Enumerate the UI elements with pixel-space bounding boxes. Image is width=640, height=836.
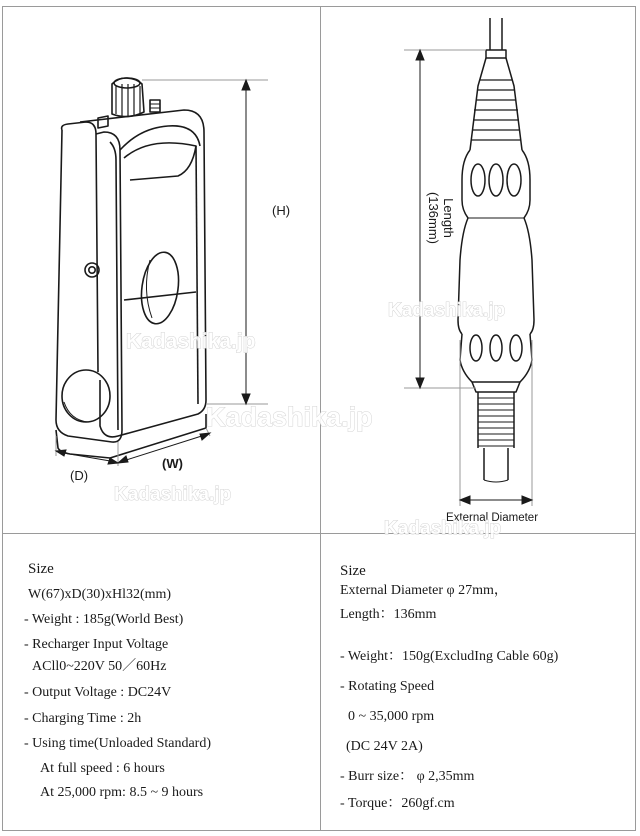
left-spec-line: W(67)xD(30)xHl32(mm) xyxy=(28,587,172,602)
right-spec-title: Size xyxy=(340,563,366,579)
right-spec-line: - Weight：150g(ExcludIng Cable 60g) xyxy=(340,649,559,664)
right-spec-line: - Burr size： φ 2,35mm xyxy=(340,769,475,784)
watermark-text: Kadashika.jp xyxy=(388,300,506,321)
right-spec-line: (DC 24V 2A) xyxy=(346,739,423,754)
watermark-text: Kadashika.jp xyxy=(126,330,256,353)
width-label: (W) xyxy=(162,456,183,471)
left-spec-line: At 25,000 rpm: 8.5 ~ 9 hours xyxy=(40,785,204,800)
right-spec-line: Length：136mm xyxy=(340,607,437,622)
diameter-dimension xyxy=(460,340,532,506)
left-spec-line: - Recharger Input Voltage xyxy=(24,637,169,652)
watermark-text: Kadashika.jp xyxy=(384,518,502,539)
right-spec-line: External Diameter φ 27mm， xyxy=(340,583,508,598)
watermark-text: Kadashika.jp xyxy=(206,402,373,432)
right-spec-line: 0 ~ 35,000 rpm xyxy=(348,709,435,724)
length-label: Length xyxy=(441,198,456,238)
height-label: (H) xyxy=(272,203,291,218)
left-spec-line: - Using time(Unloaded Standard) xyxy=(24,736,212,751)
left-spec-line: - Output Voltage : DC24V xyxy=(24,685,172,700)
length-annotation xyxy=(426,192,456,244)
watermark-text: Kadashika.jp xyxy=(114,484,232,505)
left-spec-title: Size xyxy=(28,561,54,577)
diameter-label: External Diameter xyxy=(446,512,539,524)
handpiece-illustration xyxy=(458,18,534,482)
watermark-group xyxy=(114,300,505,539)
right-spec-line: - Torque：260gf.cm xyxy=(340,796,455,811)
left-spec-line: - Weight : 185g(World Best) xyxy=(24,612,184,627)
controller-illustration xyxy=(56,78,206,458)
depth-label: (D) xyxy=(70,468,89,483)
left-spec-line: - Charging Time : 2h xyxy=(24,711,142,726)
left-spec-line: ACll0~220V 50／60Hz xyxy=(32,659,167,674)
right-spec-line: - Rotating Speed xyxy=(340,679,435,694)
left-spec-line: At full speed : 6 hours xyxy=(40,761,165,776)
length-value: (136mm) xyxy=(426,191,441,245)
